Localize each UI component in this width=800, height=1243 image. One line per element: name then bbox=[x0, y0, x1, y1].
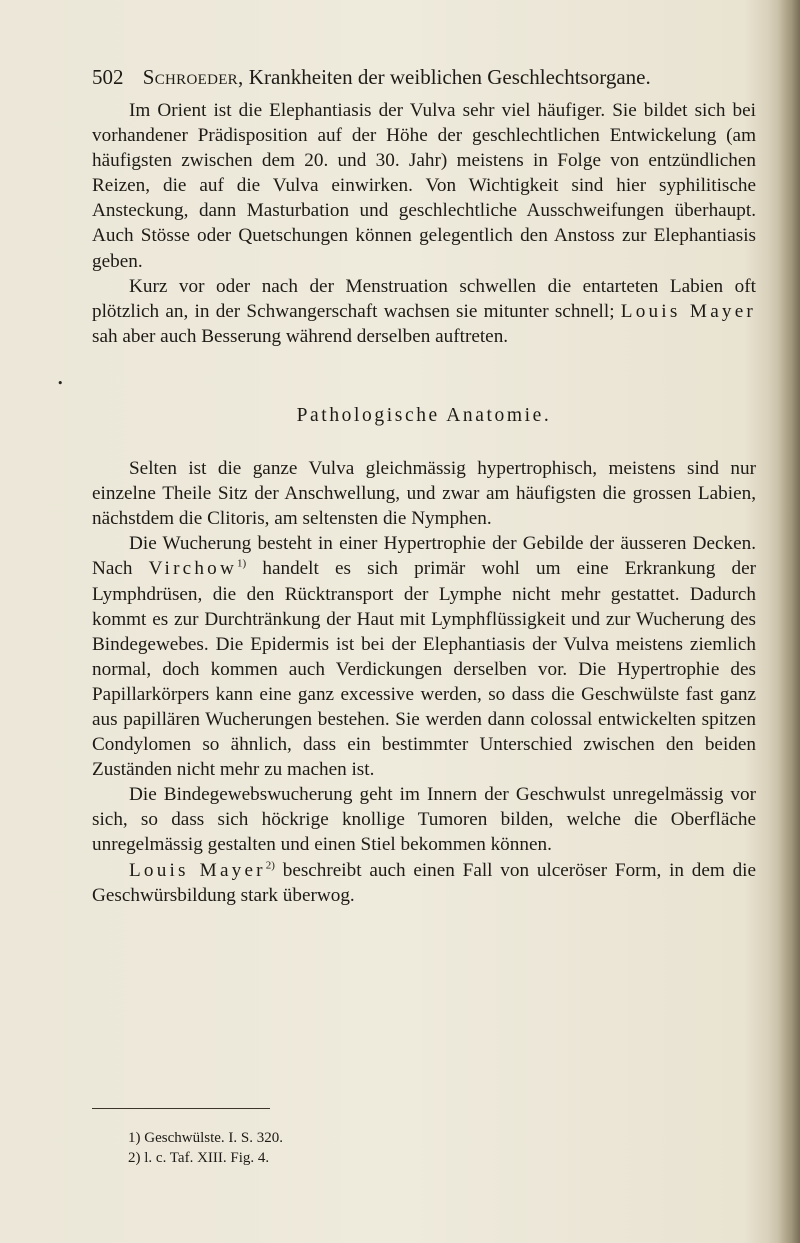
paragraph-menstruation bbox=[92, 274, 756, 349]
paragraph-bindegewebe: Die Bindegewebswucherung geht im Innern der Geschwulst unregelmässig vor sich, so dass sich höckrige knollige Tumoren bilden, welche die Oberfläche unregelmässig gestalten und einen Stiel bekommen können. bbox=[92, 784, 756, 856]
paragraph-menstruation-text: Kurz vor oder nach der Menstruation schwellen die entarteten Labien oft plötzlich an, in der Schwangerschaft wachsen sie mitunter schnell; bbox=[92, 275, 756, 322]
running-header bbox=[92, 64, 712, 90]
header-title: Krankheiten der weiblichen Geschlechtsorgane. bbox=[248, 65, 651, 89]
footnote-divider bbox=[92, 1108, 270, 1109]
paragraph-mayer-end: beschreibt auch einen Fall von ulceröser Form, in dem die Geschwürsbildung stark überwog. bbox=[92, 859, 757, 906]
footnote-1: 1) Geschwülste. I. S. 320. bbox=[128, 1130, 283, 1146]
paragraph-wucherung bbox=[92, 531, 756, 782]
header-author: Schroeder, bbox=[142, 65, 244, 89]
paragraph-menstruation-end: sah aber auch Besserung während derselben auftreten. bbox=[92, 325, 509, 347]
section-heading: Pathologische Anatomie. bbox=[296, 404, 552, 426]
author-name-virchow: Virchow bbox=[148, 558, 238, 580]
paragraph-mayer bbox=[92, 858, 756, 908]
author-name-mayer: Louis Mayer bbox=[620, 300, 757, 322]
footnote-2: 2) l. c. Taf. XIII. Fig. 4. bbox=[128, 1150, 270, 1166]
page-number: 502 bbox=[92, 65, 124, 89]
page-edge-shadow bbox=[778, 0, 800, 1243]
margin-mark: • bbox=[57, 377, 64, 390]
author-name-mayer-2: Louis Mayer bbox=[129, 859, 266, 881]
paragraph-wucherung-text: Die Wucherung besteht in einer Hypertrophie der Gebilde der äusseren Decken. Nach bbox=[92, 533, 756, 580]
footnote-ref-1[interactable]: 1) bbox=[237, 558, 247, 571]
paragraph-wucherung-end: handelt es sich primär wohl um eine Erkrankung der Lymphdrüsen, die den Rücktransport der Lymphe nicht mehr gestattet. Dadurch kommt es zur Durchtränkung der Haut mit Lymphflüssigkeit und zur Wucherung des Bindegewebes. Die Epidermis ist bei der Elephantiasis der Vulva meistens ziemlich normal, doch kommen auch Verdickungen derselben vor. Die Hypertrophie des Papillarkörpers kann eine ganz excessive werden, so dass die Geschwülste fast ganz aus papillären Wucherungen bestehen. Sie werden dann colossal entwickelten spitzen Condylomen so ähnlich, dass ein bestimmter Unterschied zwischen den beiden Zuständen nicht mehr zu machen ist. bbox=[92, 558, 757, 781]
footnotes bbox=[128, 1128, 728, 1168]
paragraph-orient: Im Orient ist die Elephantiasis der Vulva sehr viel häufiger. Sie bildet sich bei vorhandener Prädisposition auf der Höhe der geschlechtlichen Entwickelung (am häufigsten zwischen dem 20. und 30. Jahr) meistens in Folge von entzündlichen Reizen, die auf die Vulva einwirken. Von Wichtigkeit sind hier syphilitische Ansteckung, dann Masturbation und geschlechtliche Ausschweifungen überhaupt. Auch Stösse oder Quetschungen können gelegentlich den Anstoss zur Elephantiasis geben. bbox=[92, 100, 756, 272]
paragraph-selten: Selten ist die ganze Vulva gleichmässig hypertrophisch, meistens sind nur einzelne Theile Sitz der Anschwellung, und zwar am häufigsten die grossen Labien, nächstdem die Clitoris, am seltensten die Nymphen. bbox=[92, 458, 756, 530]
footnote-ref-2[interactable]: 2) bbox=[265, 859, 275, 872]
body-text bbox=[92, 98, 756, 908]
